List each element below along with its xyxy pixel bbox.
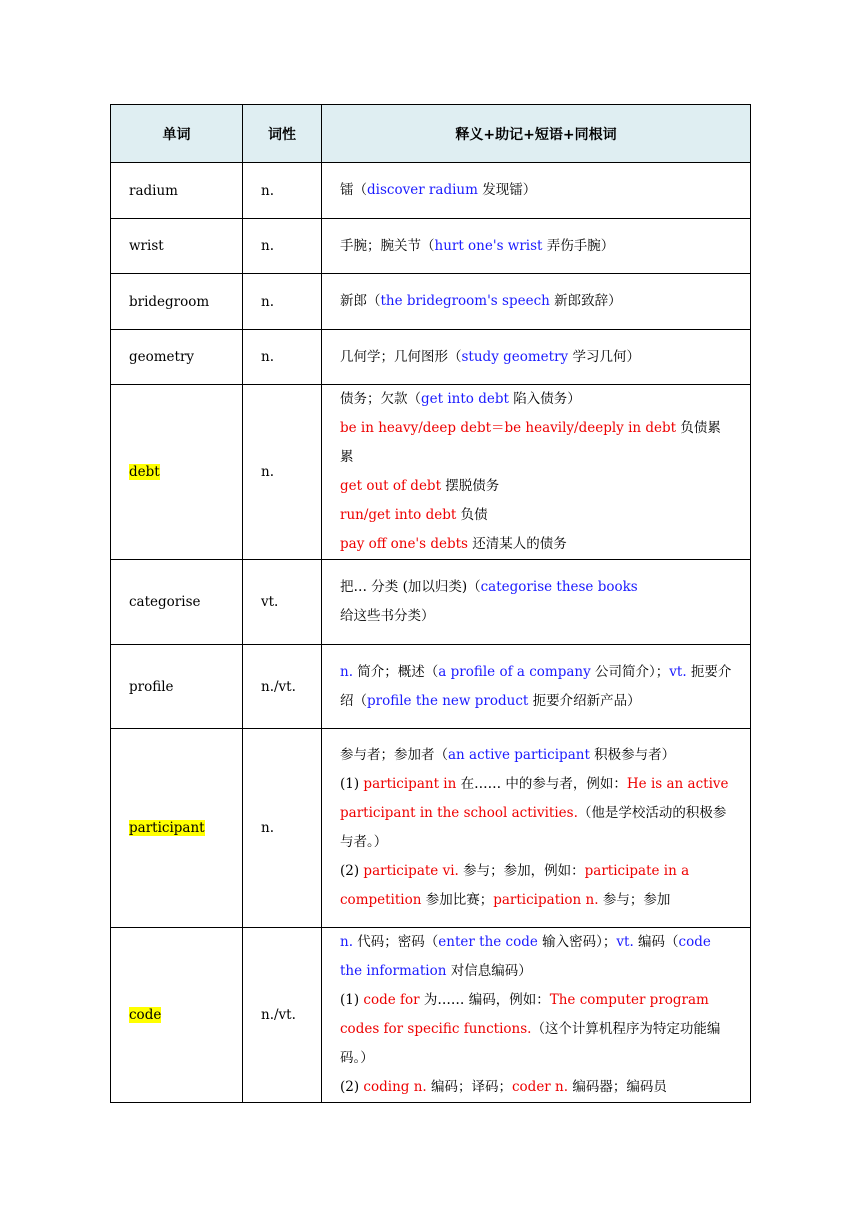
example-phrase: profile the new product bbox=[367, 692, 529, 709]
gloss-text: 代码；密码（ bbox=[353, 934, 439, 950]
table-row bbox=[111, 330, 751, 385]
gloss-text: (2) bbox=[340, 1079, 364, 1095]
example-phrase: enter the code bbox=[438, 934, 538, 950]
gloss-text: 参加比赛； bbox=[421, 892, 494, 908]
gloss-text: 积极参与者） bbox=[589, 747, 676, 763]
key-phrase: participation n. bbox=[493, 892, 599, 908]
definition-line bbox=[340, 343, 734, 372]
word-text: geometry bbox=[129, 349, 195, 365]
word-cell bbox=[111, 560, 243, 645]
definition-line bbox=[340, 857, 734, 915]
gloss-text: (1) bbox=[340, 992, 364, 1008]
word-cell bbox=[111, 645, 243, 729]
example-phrase: an active participant bbox=[448, 747, 590, 763]
definition-line bbox=[340, 385, 734, 414]
example-phrase: a profile of a company bbox=[438, 663, 591, 680]
gloss-text: 扼要介绍（ bbox=[340, 663, 732, 709]
gloss-text: 新郎（ bbox=[340, 293, 381, 309]
gloss-text: 参与者；参加者（ bbox=[340, 747, 448, 763]
pos-cell: n. bbox=[243, 163, 322, 219]
definition-line bbox=[340, 658, 734, 716]
definition-line bbox=[340, 1073, 734, 1102]
gloss-text: 编码；译码； bbox=[426, 1079, 512, 1095]
word-cell bbox=[111, 274, 243, 330]
key-phrase: participate vi. bbox=[363, 863, 459, 879]
definition-line bbox=[340, 287, 734, 316]
key-phrase: be in heavy/deep debt＝be heavily/deeply in debt bbox=[340, 420, 677, 436]
header-word: 单词 bbox=[111, 105, 243, 163]
definition-cell bbox=[322, 274, 751, 330]
definition-line bbox=[340, 176, 734, 205]
word-text: radium bbox=[129, 182, 178, 199]
word-cell bbox=[111, 163, 243, 219]
key-phrase: participant in bbox=[363, 776, 457, 792]
gloss-text: 发现镭） bbox=[477, 182, 537, 198]
table-row bbox=[111, 729, 751, 928]
gloss-text: 公司简介）； bbox=[590, 663, 670, 680]
definition-line bbox=[340, 986, 734, 1073]
definition-cell bbox=[322, 729, 751, 928]
example-phrase: n. bbox=[340, 663, 353, 680]
gloss-text: 编码（ bbox=[633, 934, 679, 950]
definition-cell bbox=[322, 560, 751, 645]
definition-line bbox=[340, 472, 734, 501]
word-cell bbox=[111, 729, 243, 928]
pos-cell: n./vt. bbox=[243, 645, 322, 729]
gloss-text: 还清某人的债务 bbox=[468, 536, 567, 552]
table-row bbox=[111, 560, 751, 645]
definition-line bbox=[340, 770, 734, 857]
gloss-text: 参与；参加 bbox=[598, 892, 671, 908]
header-pos: 词性 bbox=[243, 105, 322, 163]
table-row bbox=[111, 928, 751, 1103]
pos-cell: n. bbox=[243, 385, 322, 560]
definition-line bbox=[340, 414, 734, 472]
table-row bbox=[111, 163, 751, 219]
example-phrase: vt. bbox=[669, 663, 687, 680]
example-phrase: the bridegroom's speech bbox=[380, 293, 550, 309]
definition-line bbox=[340, 573, 734, 631]
gloss-text: 负债累累 bbox=[340, 420, 721, 465]
definition-line bbox=[340, 501, 734, 530]
pos-cell: n. bbox=[243, 274, 322, 330]
example-phrase: get into debt bbox=[421, 391, 509, 407]
gloss-text: 新郎致辞） bbox=[549, 293, 622, 309]
gloss-text: 负债 bbox=[456, 507, 488, 523]
header-row bbox=[111, 105, 751, 163]
pos-cell: n./vt. bbox=[243, 928, 322, 1103]
example-phrase: study geometry bbox=[461, 348, 569, 365]
gloss-text: 输入密码）； bbox=[537, 934, 617, 950]
definition-cell bbox=[322, 928, 751, 1103]
header-meaning: 释义+助记+短语+同根词 bbox=[322, 105, 751, 163]
gloss-text: 参与；参加，例如： bbox=[458, 863, 585, 879]
vocabulary-table bbox=[110, 104, 751, 1103]
key-phrase: participate in a competition bbox=[340, 863, 690, 908]
gloss-text: 给这些书分类） bbox=[340, 608, 435, 624]
definition-line bbox=[340, 530, 734, 559]
word-text: code bbox=[129, 1007, 162, 1023]
word-cell bbox=[111, 385, 243, 560]
word-text: participant bbox=[129, 820, 205, 836]
key-phrase: pay off one's debts bbox=[340, 536, 468, 552]
word-text: wrist bbox=[129, 238, 164, 254]
example-phrase: categorise these books bbox=[480, 579, 638, 595]
definition-line bbox=[340, 741, 734, 770]
gloss-text: 简介；概述（ bbox=[353, 663, 439, 680]
gloss-text: 镭（ bbox=[340, 182, 367, 198]
table-row bbox=[111, 385, 751, 560]
key-phrase: The computer program codes for specific functions. bbox=[340, 992, 709, 1037]
definition-cell bbox=[322, 645, 751, 729]
gloss-text: （这个计算机程序为特定功能编码。） bbox=[340, 1021, 721, 1066]
gloss-text: (2) bbox=[340, 863, 364, 879]
pos-cell: n. bbox=[243, 219, 322, 274]
example-phrase: vt. bbox=[616, 934, 634, 950]
gloss-text: 手腕；腕关节（ bbox=[340, 237, 435, 254]
key-phrase: code for bbox=[363, 992, 420, 1008]
table-row bbox=[111, 274, 751, 330]
definition-cell bbox=[322, 219, 751, 274]
gloss-text: 摆脱债务 bbox=[441, 478, 500, 494]
key-phrase: coder n. bbox=[511, 1079, 569, 1095]
pos-cell: n. bbox=[243, 729, 322, 928]
gloss-text: 学习几何） bbox=[568, 348, 640, 365]
example-phrase: hurt one's wrist bbox=[434, 237, 543, 254]
word-text: profile bbox=[129, 678, 174, 695]
gloss-text: 编码器；编码员 bbox=[568, 1079, 667, 1095]
word-text: debt bbox=[129, 464, 160, 480]
gloss-text: 扼要介绍新产品） bbox=[528, 692, 641, 709]
gloss-text: （他是学校活动的积极参与者。） bbox=[340, 805, 727, 850]
pos-cell: n. bbox=[243, 330, 322, 385]
key-phrase: run/get into debt bbox=[340, 507, 457, 523]
definition-cell bbox=[322, 330, 751, 385]
key-phrase: coding n. bbox=[363, 1079, 427, 1095]
example-phrase: n. bbox=[340, 934, 353, 950]
example-phrase: code the information bbox=[340, 934, 711, 979]
table-row bbox=[111, 219, 751, 274]
gloss-text: 对信息编码） bbox=[446, 963, 532, 979]
key-phrase: He is an active participant in the school activities. bbox=[340, 776, 729, 821]
definition-cell bbox=[322, 163, 751, 219]
gloss-text: 债务；欠款（ bbox=[340, 391, 421, 407]
gloss-text: 在…… 中的参与者，例如： bbox=[456, 776, 627, 792]
example-phrase: discover radium bbox=[367, 182, 478, 198]
gloss-text: (1) bbox=[340, 776, 364, 792]
definition-line bbox=[340, 232, 734, 261]
word-cell bbox=[111, 330, 243, 385]
word-cell bbox=[111, 219, 243, 274]
word-cell bbox=[111, 928, 243, 1103]
word-text: categorise bbox=[129, 594, 201, 610]
pos-cell: vt. bbox=[243, 560, 322, 645]
gloss-text: 把… 分类 (加以归类)（ bbox=[340, 579, 481, 595]
word-text: bridegroom bbox=[129, 293, 210, 310]
definition-cell bbox=[322, 385, 751, 560]
gloss-text: 几何学；几何图形（ bbox=[340, 348, 462, 365]
key-phrase: get out of debt bbox=[340, 478, 441, 494]
gloss-text: 陷入债务） bbox=[508, 391, 581, 407]
definition-line bbox=[340, 928, 734, 986]
gloss-text: 弄伤手腕） bbox=[542, 237, 615, 254]
gloss-text: 为…… 编码，例如： bbox=[419, 992, 550, 1008]
table-row bbox=[111, 645, 751, 729]
